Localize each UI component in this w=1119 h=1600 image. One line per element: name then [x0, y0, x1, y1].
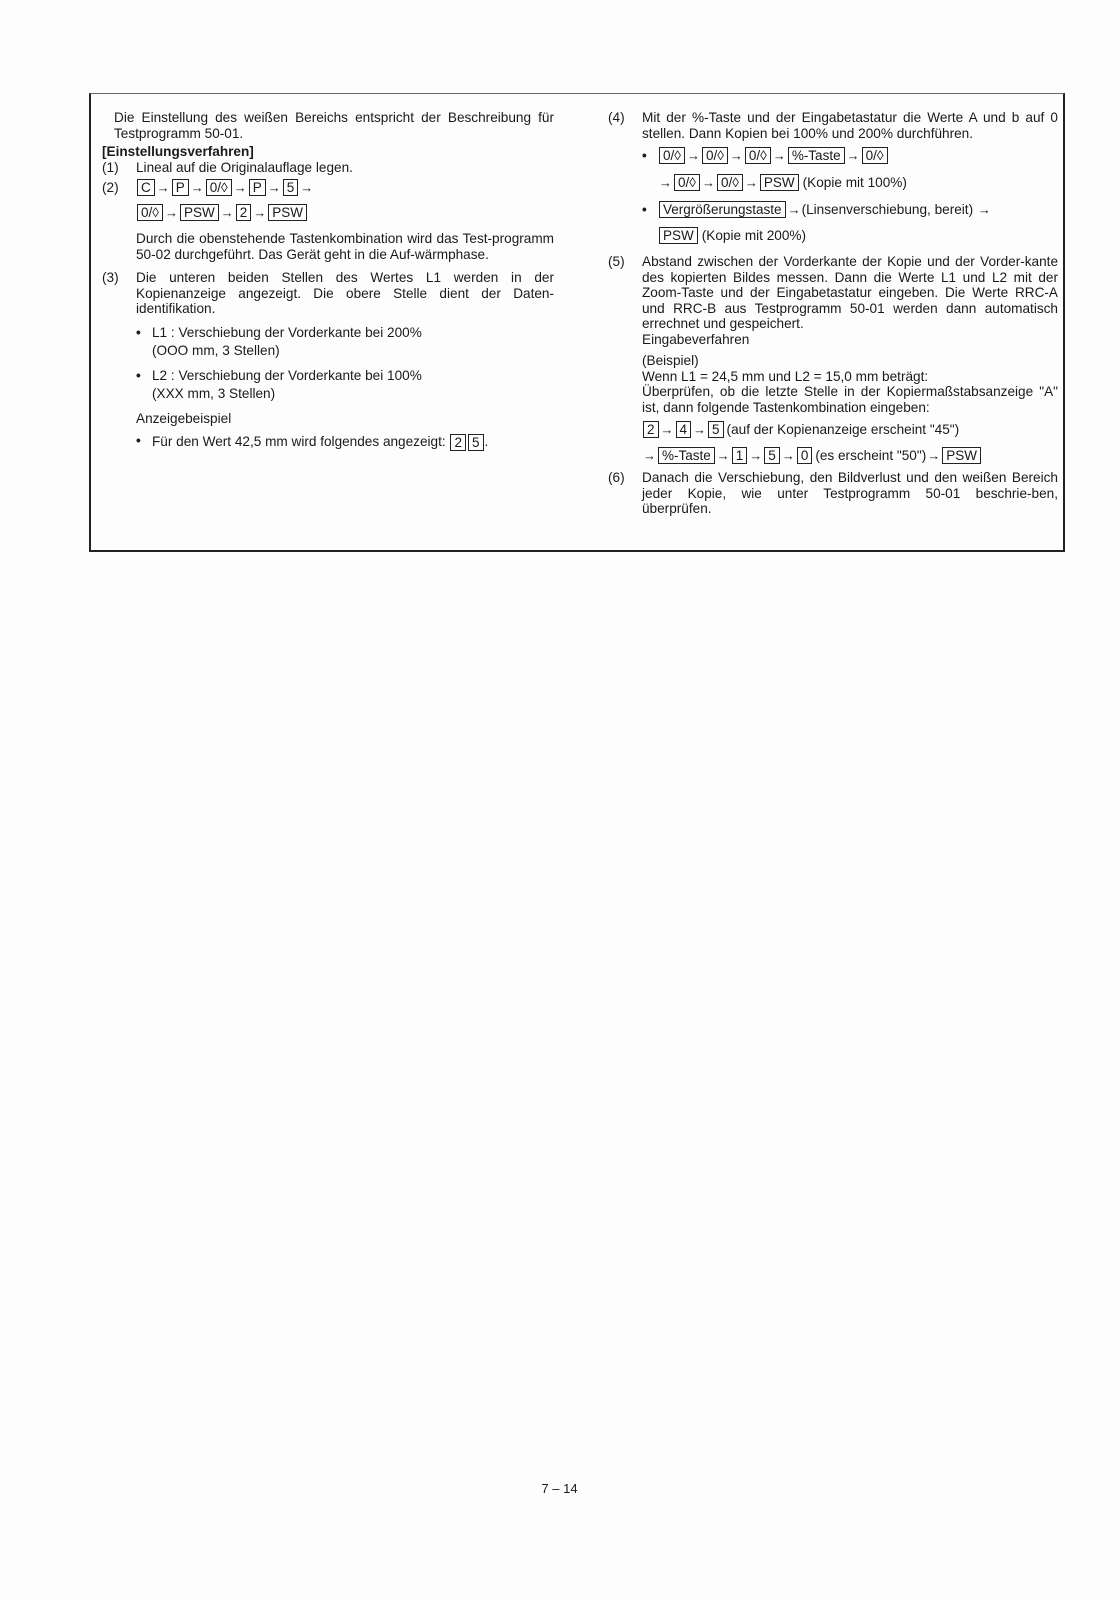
key-note: (Kopie mit 200%)	[701, 227, 807, 243]
arrow-icon: →	[927, 447, 941, 463]
example-text: Überprüfen, ob die letzte Stelle in der Kopiermaßstabsanzeige "A" ist, dann folgende Tastenkombination eingeben:	[642, 384, 1058, 415]
key-zero: 0/◊	[674, 174, 700, 191]
step-text: Lineal auf die Originalauflage legen.	[136, 159, 353, 175]
arrow-icon: →	[686, 147, 700, 163]
example-text: Wenn L1 = 24,5 mm und L2 = 15,0 mm beträgt:	[642, 368, 929, 384]
step-number: (1)	[102, 159, 119, 175]
bullet-text: L1 : Verschiebung der Vorderkante bei 200%	[152, 324, 422, 340]
key-5: 5	[283, 179, 299, 196]
example-label: (Beispiel)	[642, 353, 699, 368]
period: .	[484, 434, 489, 450]
arrow-icon: →	[190, 179, 204, 195]
key-zero: 0/◊	[745, 147, 771, 164]
key-sequence	[658, 145, 1058, 166]
key-sequence	[136, 202, 554, 223]
procedure-label: Eingabeverfahren	[642, 331, 750, 347]
step-text: Die unteren beiden Stellen des Wertes L1 werden in der Kopienanzeige angezeigt. Die obere Stelle dient der Daten-identifikation.	[136, 270, 554, 316]
step-5	[608, 254, 1058, 466]
step-2	[102, 177, 554, 262]
key-sequence	[658, 172, 1058, 193]
step-text: Abstand zwischen der Vorderkante der Kopie und der Vorder-kante des kopierten Bildes messen. Dann die Werte L1 und L2 mit der Zoom-Taste und der Eingabetastatur eingeben. Die Werte RRC-A und RRC-B aus Testprogramm 50-01 werden dann automatisch errechnet und gespeichert.	[642, 254, 1058, 331]
step-3	[102, 270, 554, 451]
arrow-icon: →	[156, 179, 170, 195]
key-zoom: Vergrößerungstaste	[659, 201, 786, 218]
key-zero: 0/◊	[862, 147, 888, 164]
key-psw: PSW	[659, 227, 698, 244]
intro-text: Die Einstellung des weißen Bereichs entspricht der Beschreibung für Testprogramm 50-01.	[114, 110, 554, 141]
arrow-icon: →	[300, 179, 314, 195]
key-p: P	[249, 179, 266, 196]
key-1: 1	[732, 447, 748, 464]
section-heading: [Einstellungsverfahren]	[102, 144, 254, 159]
key-psw: PSW	[180, 204, 219, 221]
key-note: (es erscheint "50")	[815, 447, 927, 463]
arrow-icon: →	[660, 421, 674, 437]
arrow-icon: →	[701, 174, 715, 190]
key-5: 5	[468, 434, 484, 451]
step-number: (4)	[608, 110, 625, 125]
step-1	[102, 160, 554, 176]
key-zero: 0/◊	[137, 204, 163, 221]
key-sequence	[136, 177, 554, 198]
key-zero: 0/◊	[702, 147, 728, 164]
arrow-icon: →	[772, 147, 786, 163]
arrow-icon: →	[164, 204, 178, 220]
arrow-icon: →	[659, 174, 672, 190]
bullet-text: Für den Wert 42,5 mm wird folgendes angezeigt:	[152, 434, 446, 450]
bullet-icon: •	[136, 433, 141, 448]
key-5: 5	[764, 447, 780, 464]
key-2: 2	[643, 421, 659, 438]
step-text: Mit der %-Taste und der Eingabetastatur die Werte A und b auf 0 stellen. Dann Kopien bei 100% und 200% durchführen.	[642, 110, 1058, 141]
key-percent: %-Taste	[788, 147, 845, 164]
key-sequence	[658, 225, 1058, 246]
arrow-icon: →	[716, 447, 730, 463]
bullet-icon: •	[136, 367, 141, 383]
arrow-icon: →	[977, 201, 991, 217]
bullet-icon: •	[642, 148, 647, 163]
bullet-text: (OOO mm, 3 Stellen)	[152, 343, 280, 358]
key-zero: 0/◊	[659, 147, 685, 164]
step-number: (5)	[608, 254, 625, 269]
arrow-icon: →	[749, 447, 763, 463]
key-c: C	[137, 179, 155, 196]
step-4	[608, 110, 1058, 246]
key-zero: 0/◊	[717, 174, 743, 191]
bullet-icon: •	[642, 202, 647, 217]
bullet-l2	[136, 368, 554, 402]
arrow-icon: →	[693, 421, 707, 437]
bullet-example	[136, 433, 554, 451]
key-sequence	[658, 199, 1058, 220]
key-note: (Linsenverschiebung, bereit)	[801, 201, 974, 217]
bullet-100	[642, 145, 1058, 193]
key-psw: PSW	[942, 447, 981, 464]
key-0: 0	[797, 447, 813, 464]
arrow-icon: →	[233, 179, 247, 195]
key-4: 4	[676, 421, 692, 438]
arrow-icon: →	[253, 204, 267, 220]
key-2: 2	[236, 204, 252, 221]
key-p: P	[172, 179, 189, 196]
right-column	[608, 110, 1058, 517]
arrow-icon: →	[781, 447, 795, 463]
step-number: (3)	[102, 270, 119, 285]
step-text: Danach die Verschiebung, den Bildverlust und den weißen Bereich jeder Kopie, wie unter Testprogramm 50-01 beschrie-ben, überprüfen.	[642, 470, 1058, 516]
step-text: Durch die obenstehende Tastenkombination wird das Test-programm 50-02 durchgeführt. Das Gerät geht in die Auf-wärmphase.	[136, 231, 554, 262]
arrow-icon: →	[267, 179, 281, 195]
page-number: 7 – 14	[541, 1481, 578, 1496]
key-note: (auf der Kopienanzeige erscheint "45")	[726, 421, 960, 437]
key-5: 5	[708, 421, 724, 438]
bullet-l1	[136, 325, 554, 359]
key-psw: PSW	[268, 204, 307, 221]
key-psw: PSW	[760, 174, 799, 191]
arrow-icon: →	[643, 447, 656, 463]
key-sequence	[642, 419, 1058, 440]
arrow-icon: →	[744, 174, 758, 190]
step-6	[608, 470, 1058, 517]
bullet-text: L2 : Verschiebung der Vorderkante bei 100%	[152, 367, 422, 383]
arrow-icon: →	[729, 147, 743, 163]
key-zero: 0/◊	[206, 179, 232, 196]
bullet-icon: •	[136, 324, 141, 340]
key-percent: %-Taste	[658, 447, 715, 464]
key-note: (Kopie mit 100%)	[802, 174, 907, 190]
step-number: (2)	[102, 180, 119, 195]
arrow-icon: →	[787, 201, 801, 217]
key-sequence	[642, 445, 1058, 466]
arrow-icon: →	[220, 204, 234, 220]
key-2: 2	[450, 434, 466, 451]
bullet-text: (XXX mm, 3 Stellen)	[152, 386, 276, 401]
bullet-200	[642, 199, 1058, 246]
example-label: Anzeigebeispiel	[136, 410, 232, 426]
step-number: (6)	[608, 470, 625, 485]
arrow-icon: →	[846, 147, 860, 163]
left-column	[102, 110, 554, 451]
